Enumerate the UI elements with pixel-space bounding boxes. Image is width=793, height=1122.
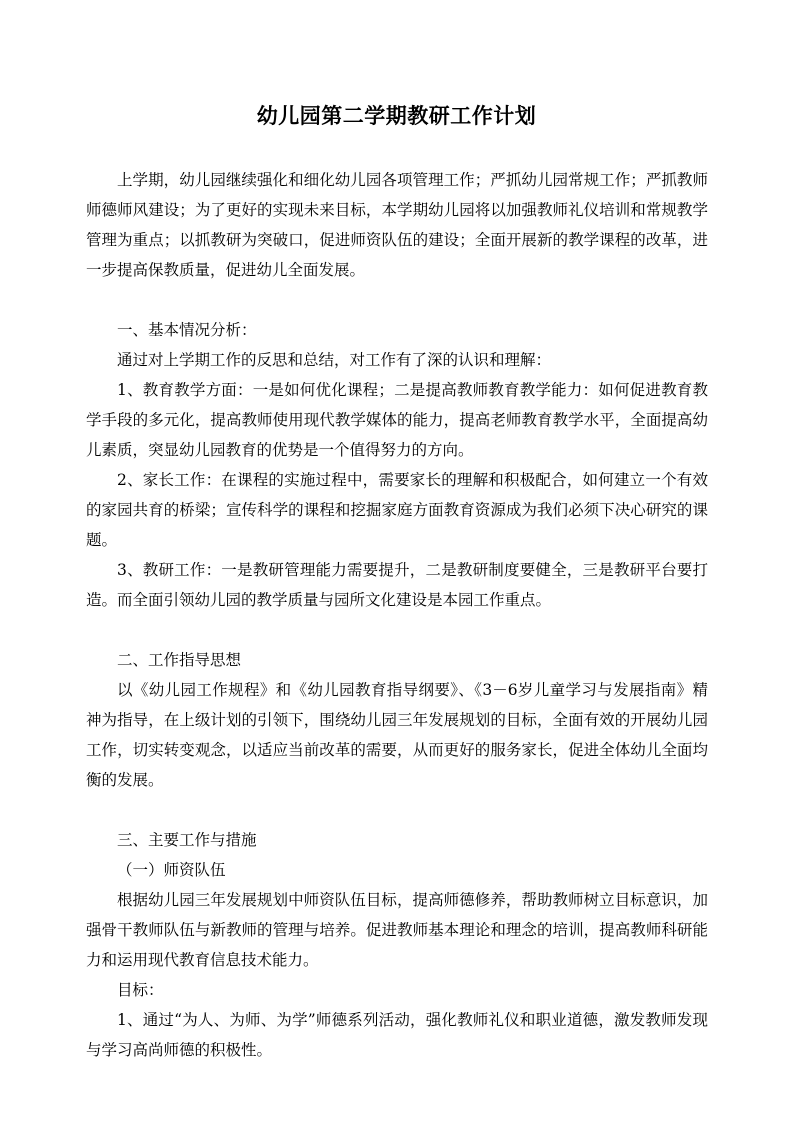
list-item-1: 1、教育教学方面：一是如何优化课程；二是提高教师教育教学能力：如何促进教育教学手段的多元化，提高教师使用现代教学媒体的能力，提高老师教育教学水平，全面提高幼儿素质，突显幼儿园教育的优势是一个值得努力的方向。	[86, 381, 708, 459]
section-heading-2: 二、工作指导思想	[117, 651, 242, 669]
goal-label: 目标：	[117, 981, 164, 999]
paragraph-gap	[86, 285, 708, 315]
list-item-3: 3、教研工作：一是教研管理能力需要提升，二是教研制度要健全，三是教研平台要打造。而全面引领幼儿园的教学质量与园所文化建设是本园工作重点。	[86, 561, 708, 609]
goal-item-1: 1、通过“为人、为师、为学”师德系列活动，强化教师礼仪和职业道德，激发教师发现与学习高尚师德的积极性。	[86, 1011, 708, 1059]
section-heading-1: 一、基本情况分析：	[117, 321, 257, 339]
list-item-2: 2、家长工作：在课程的实施过程中，需要家长的理解和积极配合，如何建立一个有效的家园共育的桥梁；宣传科学的课程和挖掘家庭方面教育资源成为我们必须下决心研究的课题。	[86, 471, 708, 549]
paragraph-gap	[86, 795, 708, 825]
document-title: 幼儿园第二学期教研工作计划	[256, 103, 537, 128]
paragraph-gap	[86, 615, 708, 645]
paragraph: 通过对上学期工作的反思和总结，对工作有了深的认识和理解：	[117, 351, 552, 369]
document-body	[86, 165, 708, 1065]
section-heading-3: 三、主要工作与措施	[117, 831, 257, 849]
paragraph-intro: 上学期，幼儿园继续强化和细化幼儿园各项管理工作；严抓幼儿园常规工作；严抓教师师德师风建设；为了更好的实现未来目标，本学期幼儿园将以加强教师礼仪培训和常规教学管理为重点；以抓教研为突破口，促进师资队伍的建设；全面开展新的教学课程的改革，进一步提高保教质量，促进幼儿全面发展。	[86, 171, 708, 279]
paragraph: 以《幼儿园工作规程》和《幼儿园教育指导纲要》、《3－6岁儿童学习与发展指南》精神为指导，在上级计划的引领下，围绕幼儿园三年发展规划的目标，全面有效的开展幼儿园工作，切实转变观念，以适应当前改革的需要，从而更好的服务家长，促进全体幼儿全面均衡的发展。	[86, 681, 708, 789]
subsection-heading: （一）师资队伍	[117, 861, 226, 879]
paragraph: 根据幼儿园三年发展规划中师资队伍目标，提高师德修养，帮助教师树立目标意识，加强骨干教师队伍与新教师的管理与培养。促进教师基本理论和理念的培训，提高教师科研能力和运用现代教育信息技术能力。	[86, 891, 708, 969]
